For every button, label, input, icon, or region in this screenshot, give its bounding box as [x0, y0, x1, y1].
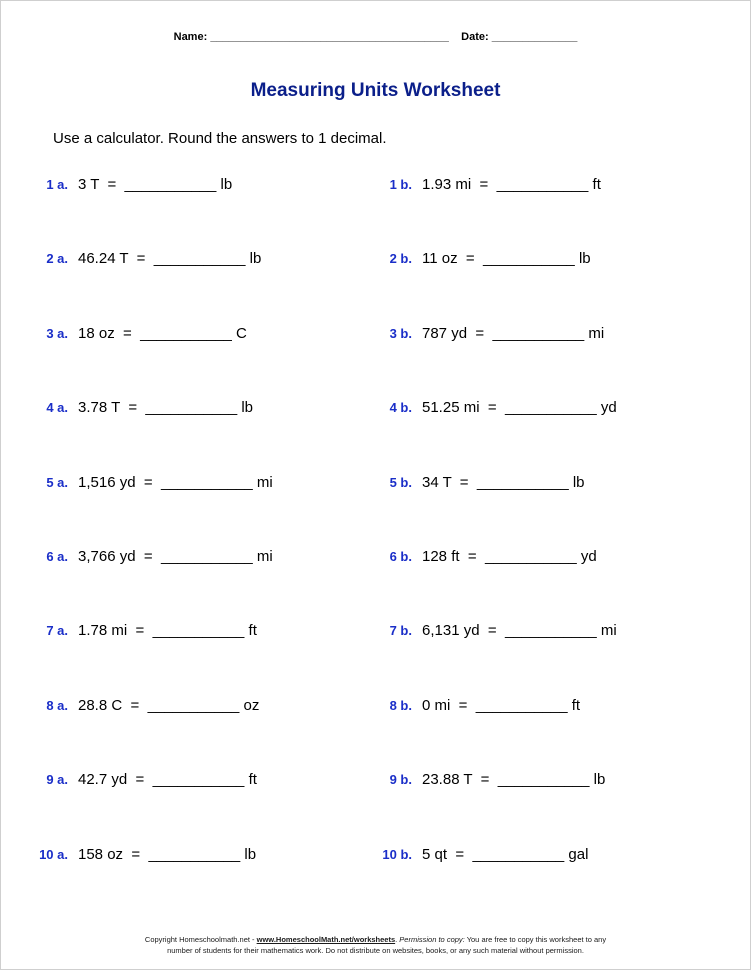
problem-expression: 0 mi = ___________ ft [422, 697, 581, 714]
problem-item [28, 621, 257, 641]
problem-number: 9 a. [46, 772, 68, 787]
problem-expression: 158 oz = ___________ lb [78, 846, 257, 863]
problem-number: 8 a. [46, 698, 68, 713]
problem-expression: 128 ft = ___________ yd [422, 548, 597, 565]
problem-number: 3 a. [46, 326, 68, 341]
name-date-header [0, 31, 751, 43]
problem-item [368, 696, 580, 716]
problem-expression: 1,516 yd = ___________ mi [78, 474, 273, 491]
problem-number: 5 a. [46, 475, 68, 490]
problem-number: 10 b. [382, 847, 412, 862]
problem-expression: 6,131 yd = ___________ mi [422, 622, 617, 639]
problem-expression: 3.78 T = ___________ lb [78, 399, 254, 416]
problem-item [28, 845, 256, 865]
footer-permission-label: Permission to copy: [399, 935, 465, 944]
problem-expression: 1.93 mi = ___________ ft [422, 176, 601, 193]
problem-item [368, 621, 617, 641]
problem-item [28, 770, 257, 790]
problem-expression: 18 oz = ___________ C [78, 325, 247, 342]
problem-expression: 23.88 T = ___________ lb [422, 771, 606, 788]
problem-number: 7 b. [389, 623, 412, 638]
worksheet-title: Measuring Units Worksheet [250, 80, 501, 101]
problem-number: 6 b. [389, 549, 412, 564]
footer-copyright: Copyright Homeschoolmath.net - [144, 935, 257, 944]
problem-expression: 11 oz = ___________ lb [422, 250, 591, 267]
problem-item [368, 324, 604, 344]
problem-expression: 787 yd = ___________ mi [422, 325, 605, 342]
problem-item [28, 175, 232, 195]
footer [0, 934, 751, 956]
problem-item [28, 324, 247, 344]
footer-link[interactable]: www.HomeschoolMath.net/worksheets [256, 935, 396, 944]
problem-expression: 28.8 C = ___________ oz [78, 697, 260, 714]
problem-number: 4 b. [389, 400, 412, 415]
problem-number: 3 b. [389, 326, 412, 341]
date-blank: ______________ [491, 31, 578, 43]
date-label: Date: [461, 31, 489, 43]
problem-item [28, 398, 253, 418]
problem-number: 10 a. [39, 847, 68, 862]
problem-number: 7 a. [46, 623, 68, 638]
footer-line1-rest: You are free to copy this worksheet to any [464, 935, 607, 944]
problem-expression: 42.7 yd = ___________ ft [78, 771, 257, 788]
problem-item [368, 845, 588, 865]
problem-item [368, 770, 605, 790]
problem-expression: 46.24 T = ___________ lb [78, 250, 262, 267]
problem-item [28, 696, 259, 716]
name-blank: _______________________________________ [210, 31, 449, 43]
problem-number: 2 a. [46, 251, 68, 266]
problem-number: 6 a. [46, 549, 68, 564]
problem-expression: 3 T = ___________ lb [78, 176, 233, 193]
problem-number: 9 b. [389, 772, 412, 787]
problem-expression: 1.78 mi = ___________ ft [78, 622, 257, 639]
problem-item [368, 473, 585, 493]
problem-number: 4 a. [46, 400, 68, 415]
problem-expression: 5 qt = ___________ gal [422, 846, 589, 863]
problem-expression: 3,766 yd = ___________ mi [78, 548, 273, 565]
name-label: Name: [173, 31, 208, 43]
problem-number: 1 a. [46, 177, 68, 192]
problem-item [368, 249, 591, 269]
problem-number: 8 b. [389, 698, 412, 713]
problem-number: 5 b. [389, 475, 412, 490]
problem-item [28, 249, 261, 269]
footer-line-2: number of students for their mathematics work. Do not distribute on websites, books, or any such material without permission. [167, 946, 584, 955]
problem-item [368, 547, 597, 567]
problem-item [368, 175, 601, 195]
problem-expression: 51.25 mi = ___________ yd [422, 399, 617, 416]
instructions: Use a calculator. Round the answers to 1 decimal. [53, 130, 387, 147]
problem-item [368, 398, 617, 418]
problem-expression: 34 T = ___________ lb [422, 474, 585, 491]
footer-line-1: Copyright Homeschoolmath.net - www.HomeschoolMath.net/worksheets. Permission to copy: You are free to copy this worksheet to any [144, 935, 607, 944]
problem-item [28, 473, 273, 493]
problem-number: 2 b. [389, 251, 412, 266]
problem-number: 1 b. [389, 177, 412, 192]
problem-item [28, 547, 273, 567]
